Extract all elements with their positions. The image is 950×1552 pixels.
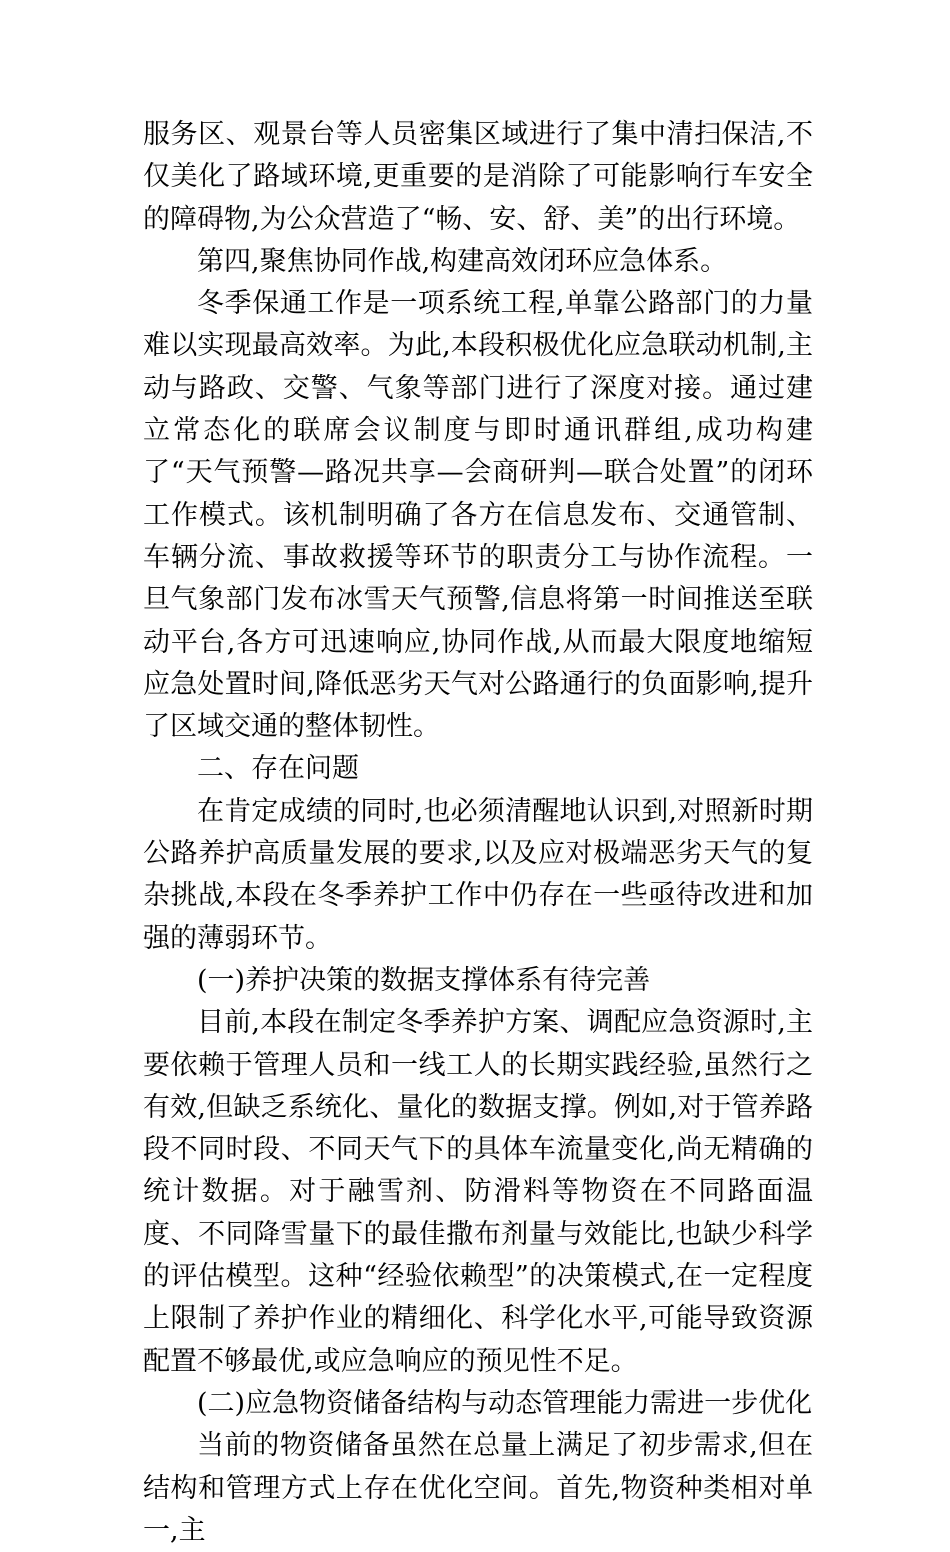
paragraph-problems-intro: 在肯定成绩的同时,也必须清醒地认识到,对照新时期公路养护高质量发展的要求,以及应对极端恶劣天气的复杂挑战,本段在冬季养护工作中仍存在一些亟待改进和加强的薄弱环节。	[143, 795, 813, 954]
paragraph-emergency-materials: 当前的物资储备虽然在总量上满足了初步需求,但在结构和管理方式上存在优化空间。首先,物资种类相对单一,主	[143, 1430, 813, 1546]
section-heading-problems: 二、存在问题	[197, 753, 359, 785]
paragraph-coordination: 冬季保通工作是一项系统工程,单靠公路部门的力量难以实现最高效率。为此,本段积极优化应急联动机制,主动与路政、交警、气象等部门进行了深度对接。通过建立常态化的联席会议制度与即时通讯群组,成功构建了“天气预警—路况共享—会商研判—联合处置”的闭环工作模式。该机制明确了各方在信息发布、交通管制、车辆分流、事故救援等环节的职责分工与协作流程。一旦气象部门发布冰雪天气预警,信息将第一时间推送至联动平台,各方可迅速响应,协同作战,从而最大限度地缩短应急处置时间,降低恶劣天气对公路通行的负面影响,提升了区域交通的整体韧性。	[143, 288, 813, 743]
subheading-emergency-materials: (二)应急物资储备结构与动态管理能力需进一步优化	[197, 1387, 813, 1419]
paragraph-data-support: 目前,本段在制定冬季养护方案、调配应急资源时,主要依赖于管理人员和一线工人的长期实践经验,虽然行之有效,但缺乏系统化、量化的数据支撑。例如,对于管养路段不同时段、不同天气下的具体车流量变化,尚无精确的统计数据。对于融雪剂、防滑料等物资在不同路面温度、不同降雪量下的最佳撒布剂量与效能比,也缺少科学的评估模型。这种“经验依赖型”的决策模式,在一定程度上限制了养护作业的精细化、科学化水平,可能导致资源配置不够最优,或应急响应的预见性不足。	[143, 1007, 813, 1377]
paragraph-point-four-heading: 第四,聚焦协同作战,构建高效闭环应急体系。	[197, 245, 728, 277]
document-body	[143, 114, 813, 1552]
subheading-data-support: (一)养护决策的数据支撑体系有待完善	[197, 964, 651, 996]
paragraph-continuation: 服务区、观景台等人员密集区域进行了集中清扫保洁,不仅美化了路域环境,更重要的是消除了可能影响行车安全的障碍物,为公众营造了“畅、安、舒、美”的出行环境。	[143, 119, 813, 235]
